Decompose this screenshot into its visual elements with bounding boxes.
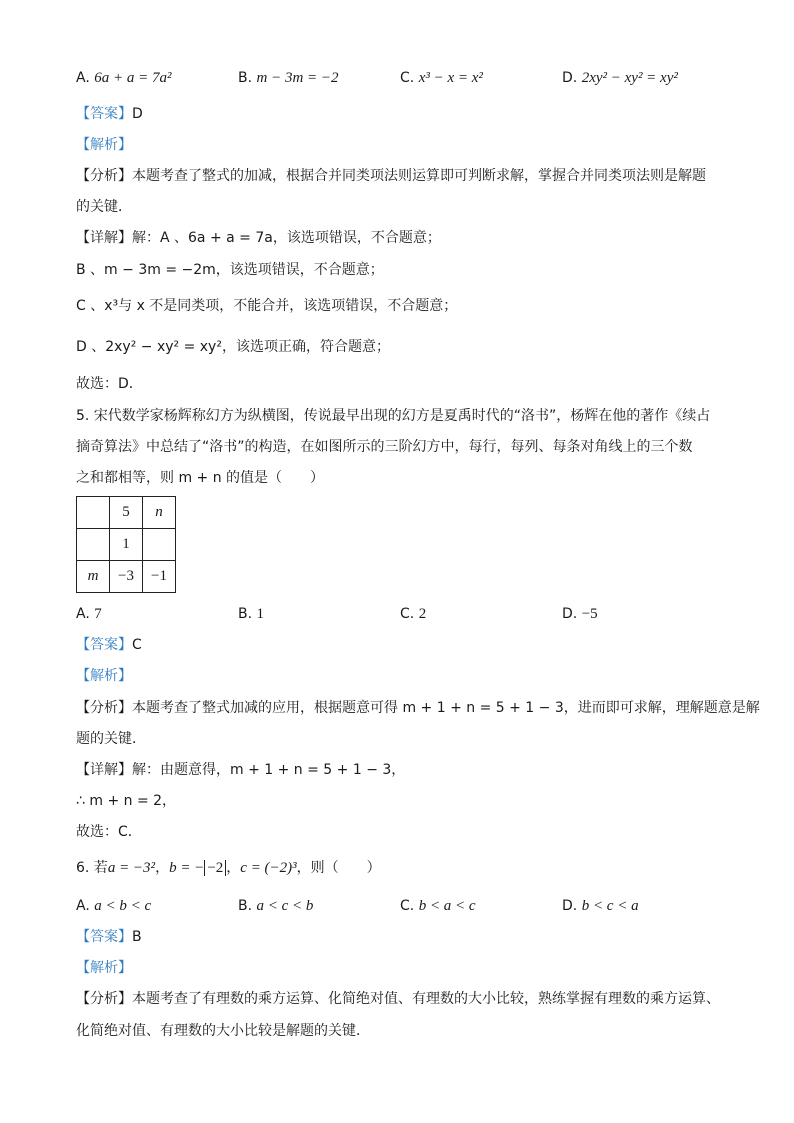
- grid-cell: n: [143, 497, 176, 529]
- q6-fenxi: [76, 989, 720, 1009]
- answer-tag: 【答案】: [76, 637, 132, 653]
- q4-option-b: [238, 68, 339, 88]
- q6-option-c-expr: b < a < c: [418, 898, 476, 914]
- q6-option-a-letter: A.: [76, 898, 90, 914]
- q6-stem-c: c = (−2)³: [240, 860, 297, 876]
- answer-tag: 【答案】: [76, 929, 132, 945]
- q4-detail-a: [76, 228, 441, 248]
- grid-row: [77, 561, 176, 593]
- q6-option-b: [238, 896, 313, 916]
- q5-answer: [76, 635, 142, 655]
- q6-option-b-letter: B.: [238, 898, 253, 914]
- detail-tag: 【详解】: [76, 230, 132, 246]
- q4-option-d-letter: D.: [562, 70, 578, 86]
- q4-fenxi-cont: 的关键．: [76, 199, 132, 215]
- analysis-tag: 【解析】: [76, 137, 132, 153]
- q4-option-a-letter: A.: [76, 70, 90, 86]
- q6-option-c-letter: C.: [400, 898, 415, 914]
- q5-fenxi: [76, 698, 760, 718]
- q5-detail-1: [76, 760, 405, 780]
- q5-option-b-expr: 1: [256, 606, 265, 622]
- q4-option-d-expr: 2xy² − xy² = xy²: [581, 70, 678, 86]
- fenxi-text: 本题考查了整式的加减，根据合并同类项法则运算即可判断求解，掌握合并同类项法则是解题: [132, 168, 706, 184]
- q4-detail-c: C 、x³与 x 不是同类项，不能合并，该选项错误，不合题意；: [76, 298, 458, 314]
- q6-stem-prefix: 6. 若: [76, 860, 108, 876]
- fenxi-tag: 【分析】: [76, 700, 132, 716]
- q5-option-c: [400, 604, 426, 624]
- q5-stem-line-1: 5. 宋代数学家杨辉称幻方为纵横图，传说最早出现的幻方是夏禹时代的“洛书”，杨辉在他的著作《续占: [76, 408, 711, 424]
- q6-option-d-letter: D.: [562, 898, 578, 914]
- q5-option-b-letter: B.: [238, 606, 253, 622]
- q6-stem-b-pre: b = −: [169, 860, 205, 876]
- q5-option-d-expr: −5: [581, 606, 598, 622]
- q4-conclusion: 故选：D．: [76, 376, 143, 392]
- q5-option-c-expr: 2: [418, 606, 427, 622]
- q4-option-c-letter: C.: [400, 70, 415, 86]
- grid-row: [77, 529, 176, 561]
- q6-option-b-expr: a < c < b: [256, 898, 314, 914]
- q6-analysis-heading: [76, 958, 132, 978]
- grid-cell: 5: [110, 497, 143, 529]
- q4-option-c-expr: x³ − x = x²: [418, 70, 483, 86]
- q6-stem-a: a = −3²: [107, 860, 156, 876]
- q4-answer: [76, 104, 143, 124]
- q4-detail-b: B 、m − 3m = −2m，该选项错误，不合题意；: [76, 262, 384, 278]
- answer-value: C: [132, 637, 142, 653]
- q4-detail-d: D 、2xy² − xy² = xy²，该选项正确，符合题意；: [76, 339, 390, 355]
- detail-tag: 【详解】: [76, 762, 132, 778]
- grid-cell: 1: [110, 529, 143, 561]
- grid-cell: −1: [143, 561, 176, 593]
- fenxi-text: 本题考查了有理数的乘方运算、化简绝对值、有理数的大小比较，熟练掌握有理数的乘方运算、: [132, 991, 720, 1007]
- q5-option-a: [76, 604, 102, 624]
- q5-stem-line-3: 之和都相等，则 m + n 的值是（ ）: [76, 470, 325, 486]
- q5-option-a-letter: A.: [76, 606, 90, 622]
- detail-text: 解：由题意得，m + 1 + n = 5 + 1 − 3，: [132, 762, 406, 778]
- answer-value: D: [132, 106, 143, 122]
- q6-stem-suffix: ，则（ ）: [296, 860, 381, 876]
- grid-row: [77, 497, 176, 529]
- answer-tag: 【答案】: [76, 106, 132, 122]
- q6-fenxi-cont: 化简绝对值、有理数的大小比较是解题的关键．: [76, 1023, 370, 1039]
- grid-cell: m: [77, 561, 110, 593]
- grid-cell: [77, 497, 110, 529]
- q4-option-a: [76, 68, 171, 88]
- grid-cell: −3: [110, 561, 143, 593]
- fenxi-tag: 【分析】: [76, 168, 132, 184]
- q6-option-c: [400, 896, 476, 916]
- q5-option-d-letter: D.: [562, 606, 578, 622]
- q5-detail-2: ∴ m + n = 2，: [76, 793, 177, 809]
- q5-conclusion: 故选：C．: [76, 824, 142, 840]
- q4-option-a-expr: 6a + a = 7a²: [94, 70, 172, 86]
- q4-analysis-heading: [76, 135, 132, 155]
- analysis-tag: 【解析】: [76, 960, 132, 976]
- q6-option-d-expr: b < c < a: [581, 898, 639, 914]
- q4-option-b-letter: B.: [238, 70, 253, 86]
- q5-option-a-expr: 7: [94, 606, 102, 622]
- q5-stem-line-2: 摘奇算法》中总结了“洛书”的构造，在如图所示的三阶幻方中，每行，每列、每条对角线上的三个数: [76, 439, 693, 455]
- q5-option-d: [562, 604, 598, 624]
- q5-fenxi-cont: 题的关键．: [76, 731, 146, 747]
- q4-option-b-expr: m − 3m = −2: [256, 70, 339, 86]
- q6-stem-b-abs: −2: [204, 860, 226, 876]
- fenxi-tag: 【分析】: [76, 991, 132, 1007]
- fenxi-text: 本题考查了整式加减的应用，根据题意可得 m + 1 + n = 5 + 1 − 3，进而即可求解，理解题意是解: [132, 700, 760, 716]
- q4-fenxi: [76, 166, 706, 186]
- analysis-tag: 【解析】: [76, 668, 132, 684]
- q6-option-d: [562, 896, 639, 916]
- q4-option-c: [400, 68, 483, 88]
- q5-analysis-heading: [76, 666, 132, 686]
- q6-option-a-expr: a < b < c: [94, 898, 152, 914]
- detail-text: 解：A 、6a + a = 7a，该选项错误，不合题意；: [132, 230, 441, 246]
- grid-cell: [143, 529, 176, 561]
- q5-option-b: [238, 604, 264, 624]
- q6-option-a: [76, 896, 151, 916]
- magic-square-grid: [76, 496, 176, 593]
- q4-option-d: [562, 68, 678, 88]
- q5-option-c-letter: C.: [400, 606, 415, 622]
- q6-answer: [76, 927, 142, 947]
- answer-value: B: [132, 929, 142, 945]
- grid-cell: [77, 529, 110, 561]
- q6-stem: 6. 若a = −3²，b = − −2 ，c = (−2)³，则（ ）: [76, 860, 381, 876]
